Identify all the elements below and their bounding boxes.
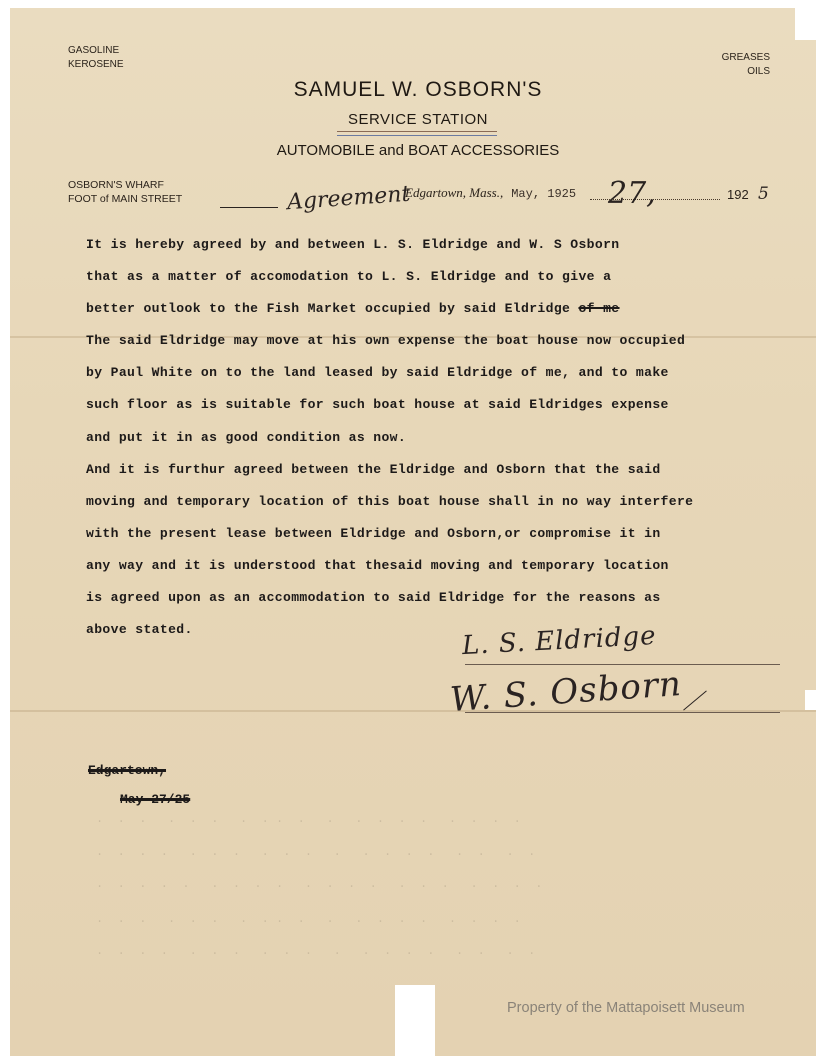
product-greases: GREASES <box>721 52 770 63</box>
body-line: It is hereby agreed by and between L. S. Eldridge and W. S Osborn <box>86 237 620 252</box>
handwritten-day: 27, <box>608 176 656 211</box>
crossed-out-date: May 27/25 <box>120 792 191 807</box>
body-line: moving and temporary location of this boat house shall in no way interfere <box>86 493 694 509</box>
bleed-through-text: . . . . . . . . . . . . . . . . . . . . <box>96 877 543 891</box>
address-block <box>68 178 182 206</box>
products-right <box>722 51 770 79</box>
dash-line <box>220 207 278 208</box>
company-name: SAMUEL W. OSBORN'S <box>293 78 543 101</box>
address-line-2: FOOT of MAIN STREET <box>68 193 183 205</box>
museum-watermark: Property of the Mattapoisett Museum <box>507 1000 745 1016</box>
body-line <box>86 293 806 325</box>
service-station-title: SERVICE STATION <box>347 111 489 128</box>
signature-osborn: W. S. Osborn <box>448 663 684 721</box>
address-line-1: OSBORN'S WHARF <box>68 179 164 191</box>
body-line: And it is furthur agreed between the Eldridge and Osborn that the said <box>86 461 661 477</box>
body-line: with the present lease between Eldridge and Osborn,or compromise it in <box>86 525 661 541</box>
bleed-through-text: . . . . . . . . . . . . . . . . . . . <box>96 944 536 958</box>
bleed-through-text: . . . . . . . . . . . . . . . . . . . <box>96 912 521 926</box>
torn-edge <box>805 690 816 710</box>
product-kerosene: KEROSENE <box>68 59 124 70</box>
handwritten-agreement-title: Agreement <box>286 181 412 216</box>
crossed-out-place: Edgartown, <box>88 763 167 778</box>
agreement-body <box>86 229 806 646</box>
bleed-through-text: . . . . . . . . . . . . . . . . . . . <box>96 845 536 859</box>
signature-line <box>465 664 780 665</box>
date-month: May, 1925 <box>511 187 577 201</box>
body-line: The said Eldridge may move at his own expense the boat house now occupied <box>86 333 686 349</box>
product-oils: OILS <box>747 66 770 77</box>
body-line: and put it in as good condition as now. <box>86 429 407 445</box>
body-line: is agreed upon as an accommodation to said Eldridge for the reasons as <box>86 590 661 606</box>
body-line: any way and it is understood that thesaid moving and temporary location <box>86 557 669 573</box>
signature-eldridge: L. S. Eldridge <box>461 620 658 662</box>
body-line-text: better outlook to the Fish Market occupied by said Eldridge <box>86 301 571 317</box>
accessories-line: AUTOMOBILE and BOAT ACCESSORIES <box>276 142 560 159</box>
dateline <box>405 185 576 201</box>
body-line: that as a matter of accomodation to L. S. Eldridge and to give a <box>86 269 612 285</box>
body-line: by Paul White on to the land leased by said Eldridge of me, and to make <box>86 365 669 381</box>
service-underline <box>337 131 497 136</box>
body-line: such floor as is suitable for such boat house at said Eldridges expense <box>86 397 669 413</box>
torn-edge <box>795 0 816 40</box>
date-year-prefix: 192 <box>727 187 749 202</box>
signature-flourish <box>683 690 707 710</box>
body-line: above stated. <box>86 622 193 638</box>
products-left <box>68 44 124 72</box>
handwritten-year-digit: 5 <box>758 184 769 204</box>
torn-edge <box>395 985 435 1056</box>
date-place: Edgartown, Mass., <box>405 185 504 200</box>
struck-text: of me <box>578 301 620 317</box>
product-gasoline: GASOLINE <box>68 45 120 56</box>
torn-edge <box>0 0 816 8</box>
bleed-through-text: . . . . . . . . . . . . . . . . . . . <box>96 812 521 826</box>
